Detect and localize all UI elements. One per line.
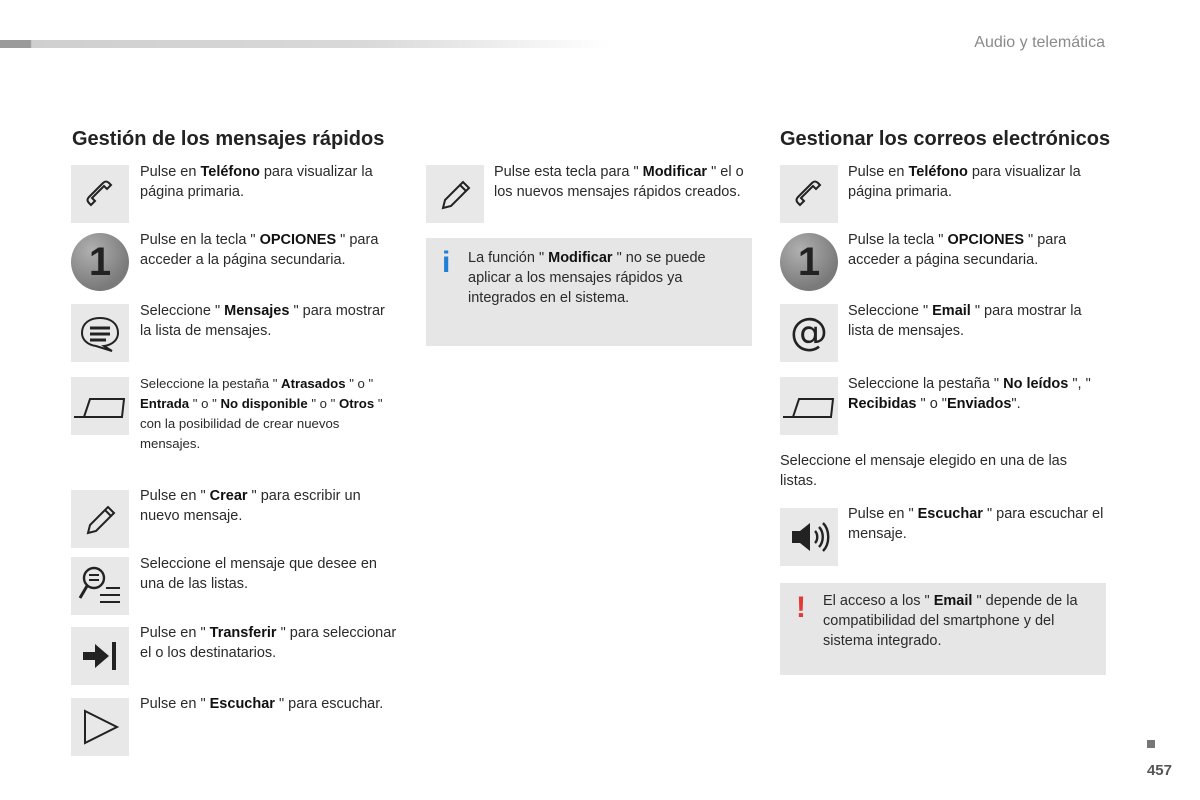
left-step-8: Pulse en " Escuchar " para escuchar. bbox=[140, 696, 384, 712]
left-step-3: Seleccione " Mensajes " para mostrar la lista de mensajes. bbox=[140, 303, 385, 339]
warning-box bbox=[780, 583, 1106, 675]
right-step-1: Pulse en Teléfono para visualizar la página primaria. bbox=[848, 164, 1081, 200]
left-step-6: Seleccione el mensaje que desee en una de las listas. bbox=[140, 556, 377, 592]
left-step-4: Seleccione la pestaña " Atrasados " o " Entrada " o " No disponible " o " Otros " con la posibilidad de crear nuevos mensajes. bbox=[140, 376, 383, 451]
header-bar bbox=[0, 40, 610, 48]
page-number: 457 bbox=[1146, 762, 1172, 779]
middle-step: Pulse esta tecla para " Modificar " el o los nuevos mensajes rápidos creados. bbox=[494, 164, 744, 200]
tab-icon bbox=[780, 377, 838, 435]
left-step-5: Pulse en " Crear " para escribir un nuevo mensaje. bbox=[140, 488, 361, 524]
play-icon bbox=[71, 698, 129, 756]
phone-icon bbox=[780, 165, 838, 223]
tab-icon bbox=[71, 377, 129, 435]
transfer-icon bbox=[71, 627, 129, 685]
list-search-icon bbox=[71, 557, 129, 615]
speaker-icon bbox=[780, 508, 838, 566]
info-text: La función " Modificar " no se puede aplicar a los mensajes rápidos ya integrados en el sistema. bbox=[468, 250, 706, 306]
warning-icon: ! bbox=[796, 591, 806, 624]
phone-icon bbox=[71, 165, 129, 223]
page-marker bbox=[1147, 740, 1155, 748]
left-step-2: Pulse en la tecla " OPCIONES " para acceder a la página secundaria. bbox=[140, 232, 379, 268]
left-title: Gestión de los mensajes rápidos bbox=[72, 128, 385, 150]
info-icon: i bbox=[442, 246, 451, 279]
right-title: Gestionar los correos electrónicos bbox=[780, 128, 1111, 150]
right-step-3: Seleccione " Email " para mostrar la lista de mensajes. bbox=[848, 303, 1082, 339]
number-one-badge: 1 bbox=[780, 233, 838, 291]
section-label: Audio y telemática bbox=[974, 34, 1105, 51]
left-step-7: Pulse en " Transferir " para seleccionar el o los destinatarios. bbox=[140, 625, 397, 661]
message-bubble-icon bbox=[71, 304, 129, 362]
left-step-1: Pulse en Teléfono para visualizar la página primaria. bbox=[140, 164, 373, 200]
right-step-6: Pulse en " Escuchar " para escuchar el mensaje. bbox=[848, 506, 1104, 542]
number-one-badge: 1 bbox=[71, 233, 129, 291]
pencil-icon bbox=[71, 490, 129, 548]
info-box bbox=[426, 238, 752, 346]
svg-text:@: @ bbox=[790, 310, 828, 354]
right-step-4: Seleccione la pestaña " No leídos ", " Recibidas " o "Enviados". bbox=[848, 376, 1091, 412]
pencil-icon bbox=[426, 165, 484, 223]
right-step-5: Seleccione el mensaje elegido en una de las listas. bbox=[780, 453, 1067, 489]
warning-text: El acceso a los " Email " depende de la compatibilidad del smartphone y del sistema integrado. bbox=[823, 593, 1078, 649]
right-step-2: Pulse la tecla " OPCIONES " para acceder a página secundaria. bbox=[848, 232, 1067, 268]
at-sign-icon bbox=[780, 304, 838, 362]
